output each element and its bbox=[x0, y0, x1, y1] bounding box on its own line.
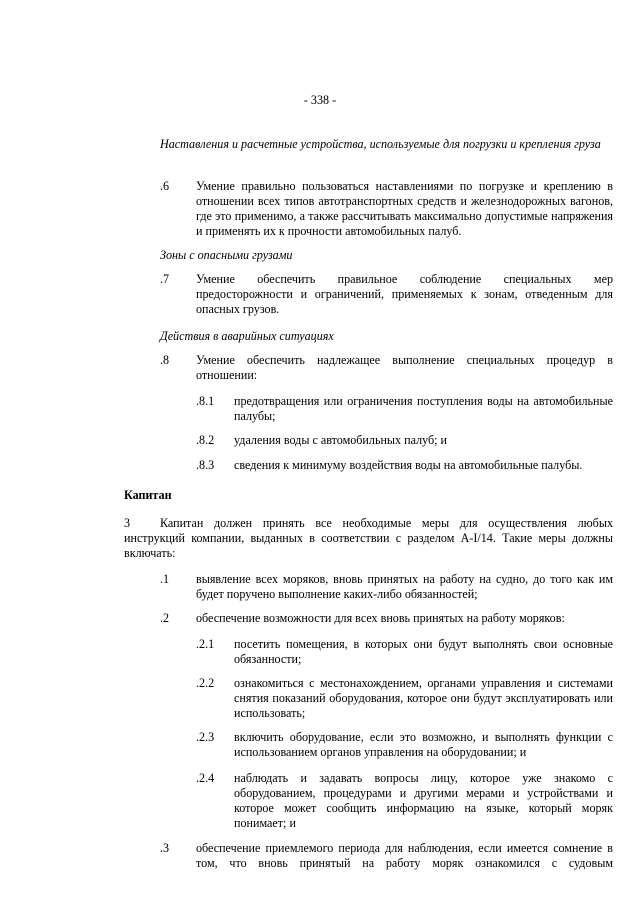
item-number-8-1: .8.1 bbox=[196, 394, 215, 408]
item-text-8-3: сведения к минимуму воздействия воды на автомобильные палубы. bbox=[234, 458, 583, 472]
item-number-8-2: .8.2 bbox=[196, 433, 215, 447]
item-text-8-1: предотвращения или ограничения поступления воды на автомобильные палубы; bbox=[234, 394, 613, 423]
page-number: - 338 - bbox=[303, 93, 337, 107]
section-heading-emergency-actions: Действия в аварийных ситуациях bbox=[160, 329, 334, 343]
section-heading-dangerous-goods: Зоны с опасными грузами bbox=[160, 248, 293, 262]
item-number-c1: .1 bbox=[160, 572, 170, 586]
captain-paragraph-text: Капитан должен принять все необходимые меры для осуществления любых инструкций компании, выданных в соответствии с разделом A-I/14. Такие меры должны включать: bbox=[124, 516, 613, 560]
item-text-c1: выявление всех моряков, вновь принятых на работу на судно, до того как им будет поручено выполнение каких-либо обязанностей; bbox=[196, 572, 613, 601]
section-heading-loading-manuals: Наставления и расчетные устройства, используемые для погрузки и крепления груза bbox=[160, 137, 601, 151]
item-text-c2-3: включить оборудование, если это возможно, и выполнять функции с использованием органов управления на оборудовании; и bbox=[234, 730, 613, 759]
item-text-c2-2: ознакомиться с местонахождением, органами управления и системами снятия показаний оборудования, которое они будут эксплуатировать или использовать; bbox=[234, 676, 613, 720]
item-number-c2: .2 bbox=[160, 611, 170, 625]
item-number-7: .7 bbox=[160, 272, 170, 286]
item-text-c3: обеспечение приемлемого периода для наблюдения, если имеется сомнение в том, что вновь принятый на работу моряк ознакомился с судовым bbox=[196, 841, 613, 870]
item-number-c2-2: .2.2 bbox=[196, 676, 215, 690]
item-text-c2-4: наблюдать и задавать вопросы лицу, которое уже знакомо с оборудованием, процедурами и другими мерами и устройствами и которое может сообщить информацию на языке, который моряк понимает; и bbox=[234, 771, 613, 830]
item-number-6: .6 bbox=[160, 179, 170, 193]
item-number-c3: .3 bbox=[160, 841, 170, 855]
item-number-c2-1: .2.1 bbox=[196, 637, 215, 651]
item-text-8: Умение обеспечить надлежащее выполнение специальных процедур в отношении: bbox=[196, 353, 613, 382]
item-text-c2-1: посетить помещения, в которых они будут выполнять свои основные обязанности; bbox=[234, 637, 613, 666]
item-number-8-3: .8.3 bbox=[196, 458, 215, 472]
item-number-8: .8 bbox=[160, 353, 170, 367]
item-text-8-2: удаления воды с автомобильных палуб; и bbox=[234, 433, 448, 447]
item-number-c2-4: .2.4 bbox=[196, 771, 215, 785]
item-text-c2: обеспечение возможности для всех вновь принятых на работу моряков: bbox=[196, 611, 565, 625]
captain-heading: Капитан bbox=[124, 488, 172, 502]
item-text-7: Умение обеспечить правильное соблюдение специальных мер предосторожности и ограничений, применяемых к зонам, отведенным для опасных грузов. bbox=[196, 272, 613, 316]
paragraph-number-3: 3 bbox=[124, 516, 131, 530]
item-text-6: Умение правильно пользоваться наставлениями по погрузке и креплению в отношении всех типов автотранспортных средств и железнодорожных вагонов, где это применимо, а также рассчитывать максимально допустимые напряжения и применять их к прочности автомобильных палуб. bbox=[196, 179, 613, 238]
item-number-c2-3: .2.3 bbox=[196, 730, 215, 744]
